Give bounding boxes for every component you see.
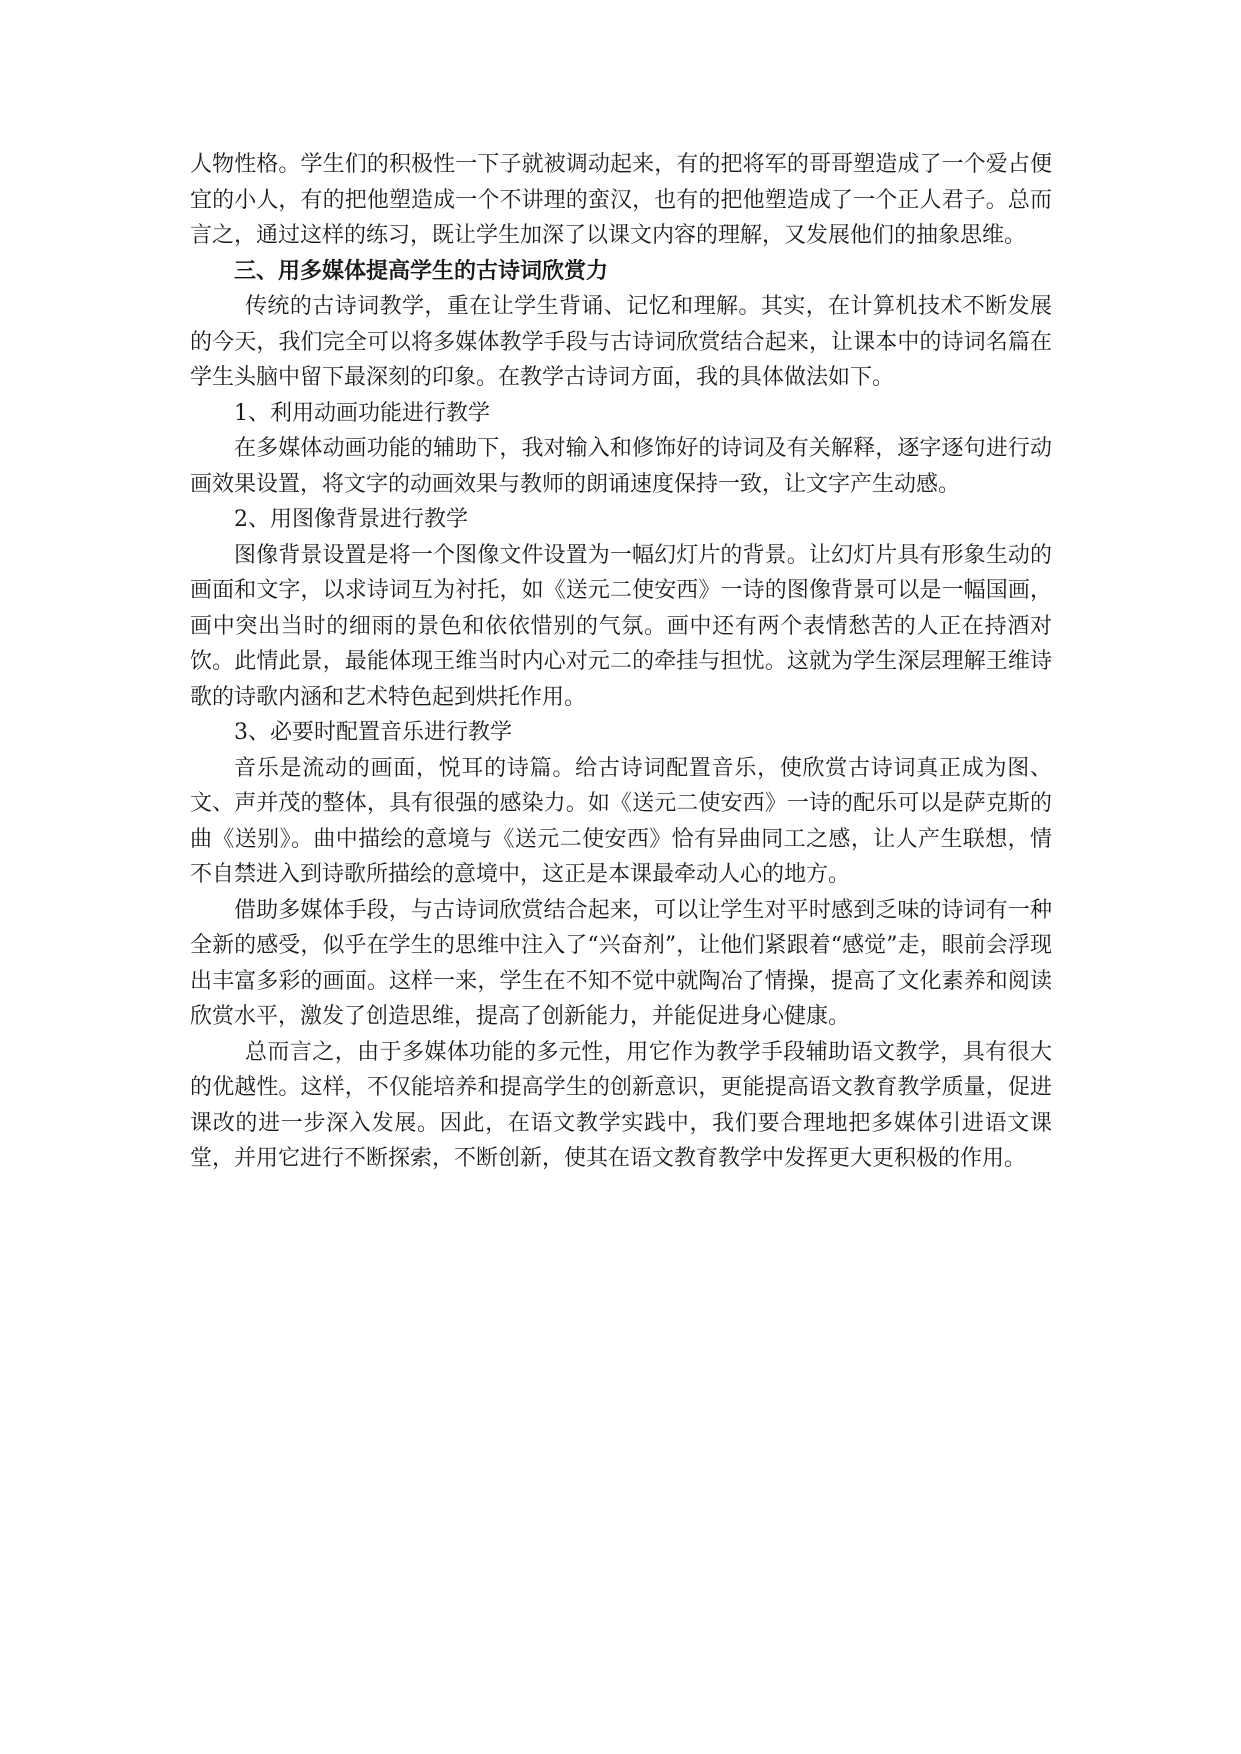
paragraph-image-background: 图像背景设置是将一个图像文件设置为一幅幻灯片的背景。让幻灯片具有形象生动的画面和文字，以求诗词互为衬托，如《送元二使安西》一诗的图像背景可以是一幅国画，画中突出当时的细雨的景色和依依惜别的气氛。画中还有两个表情愁苦的人正在持酒对饮。此情此景，最能体现王维当时内心对元二的牵挂与担忧。这就为学生深层理解王维诗歌的诗歌内涵和艺术特色起到烘托作用。 xyxy=(190,542,1052,710)
paragraph-music: 音乐是流动的画面，悦耳的诗篇。给古诗词配置音乐，使欣赏古诗词真正成为图、文、声并茂的整体，具有很强的感染力。如《送元二使安西》一诗的配乐可以是萨克斯的曲《送别》。曲中描绘的意境与《送元二使安西》恰有异曲同工之感，让人产生联想，情不自禁进入到诗歌所描绘的意境中，这正是本课最牵动人心的地方。 xyxy=(190,755,1052,887)
section-heading: 三、用多媒体提高学生的古诗词欣赏力 xyxy=(234,257,609,284)
paragraph-continuation: 人物性格。学生们的积极性一下子就被调动起来，有的把将军的哥哥塑造成了一个爱占便宜的小人，有的把他塑造成一个不讲理的蛮汉，也有的把他塑造成了一个正人君子。总而言之，通过这样的练习，既让学生加深了以课文内容的理解，又发展他们的抽象思维。 xyxy=(190,152,1052,248)
subheading-image-background: 2、用图像背景进行教学 xyxy=(234,507,468,532)
subheading-music: 3、必要时配置音乐进行教学 xyxy=(234,720,512,745)
paragraph-animation: 在多媒体动画功能的辅助下，我对输入和修饰好的诗词及有关解释，逐字逐句进行动画效果设置，将文字的动画效果与教师的朗诵速度保持一致，让文字产生动感。 xyxy=(190,436,1052,497)
paragraph-conclusion: 总而言之，由于多媒体功能的多元性，用它作为教学手段辅助语文教学，具有很大的优越性。这样，不仅能培养和提高学生的创新意识，更能提高语文教育教学质量，促进课改的进一步深入发展。因此，在语文教学实践中，我们要合理地把多媒体引进语文课堂，并用它进行不断探索，不断创新，使其在语文教育教学中发挥更大更积极的作用。 xyxy=(190,1039,1052,1171)
subheading-animation: 1、利用动画功能进行教学 xyxy=(234,400,490,426)
paragraph-intro: 传统的古诗词教学，重在让学生背诵、记忆和理解。其实，在计算机技术不断发展的今天，我们完全可以将多媒体教学手段与古诗词欣赏结合起来，让课本中的诗词名篇在学生头脑中留下最深刻的印象。在教学古诗词方面，我的具体做法如下。 xyxy=(190,294,1052,390)
paragraph-summary: 借助多媒体手段，与古诗词欣赏结合起来，可以让学生对平时感到乏味的诗词有一种全新的感受，似乎在学生的思维中注入了“兴奋剂”，让他们紧跟着“感觉”走，眼前会浮现出丰富多彩的画面。这样一来，学生在不知不觉中就陶冶了情操，提高了文化素养和阅读欣赏水平，激发了创造思维，提高了创新能力，并能促进身心健康。 xyxy=(190,897,1052,1029)
document-body xyxy=(190,147,1052,1177)
